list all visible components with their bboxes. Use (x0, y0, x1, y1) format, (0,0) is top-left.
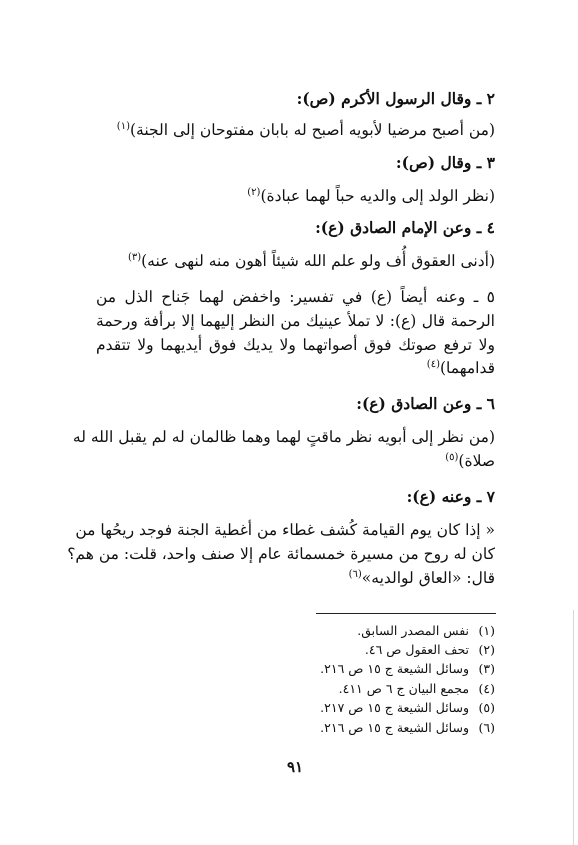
footnote-4 (195, 680, 495, 698)
paragraph-5-line-4-text: قدامهما) (439, 359, 495, 377)
footnote-mark-5[interactable]: (٥) (445, 451, 459, 463)
footnote-mark-1[interactable]: (١) (116, 120, 130, 132)
quote-line-2 (96, 119, 495, 141)
footnote-3-number: (٣) (478, 661, 495, 676)
quote-line-6-2-text: صلاة) (458, 452, 495, 470)
paragraph-5-line-3 (96, 334, 495, 356)
quote-line-3 (96, 185, 495, 207)
footnote-1-text: نفس المصدر السابق. (357, 623, 470, 638)
footnote-mark-4[interactable]: (٤) (426, 358, 440, 370)
quote-line-7-2 (67, 543, 495, 565)
paragraph-5-line-2-text: الرحمة قال (ع): لا تملأ عينيك من النظر إليهما إلا برأفة ورحمة (96, 312, 495, 330)
footnote-separator (316, 613, 496, 614)
heading-item-6 (96, 393, 495, 415)
footnote-mark-2[interactable]: (٢) (247, 186, 261, 198)
page-number: ٩١ (286, 758, 304, 776)
quote-line-4-text: (أدنى العقوق أُف ولو علم الله شيئاً أهون منه لنهى عنه) (141, 252, 495, 270)
quote-line-6-1 (72, 426, 495, 448)
paragraph-5-line-4 (96, 357, 495, 379)
footnote-1-number: (١) (478, 623, 495, 638)
heading-item-3 (96, 152, 495, 174)
heading-item-3-text: ٣ ـ وقال (ص): (395, 153, 495, 172)
footnote-mark-3[interactable]: (٣) (127, 251, 142, 263)
footnote-2-number: (٢) (478, 642, 495, 657)
footnote-6 (195, 719, 495, 737)
heading-item-2 (96, 88, 495, 110)
paragraph-5-line-1-text: ٥ ـ وعنه أيضاً (ع) في تفسير: واخفض لهما جَناح الذل من (96, 288, 495, 306)
quote-line-3-text: (نظر الولد إلى والديه حباً لهما عبادة) (260, 187, 495, 205)
quote-line-7-3 (96, 567, 495, 589)
quote-line-7-2-text: كان له روح من مسيرة خمسمائة عام إلا صنف واحد، قلت: من هم؟ (67, 545, 495, 563)
heading-item-4-text: ٤ ـ وعن الإمام الصادق (ع): (315, 218, 495, 237)
heading-item-6-text: ٦ ـ وعن الصادق (ع): (356, 394, 495, 413)
footnote-5-number: (٥) (478, 700, 495, 715)
quote-line-6-1-text: (من نظر إلى أبويه نظر ماقتٍ لهما وهما ظالمان له لم يقبل الله له (72, 428, 495, 446)
quote-line-7-1-text: « إذا كان يوم القيامة كُشف غطاء من أغطية الجنة فوجد ريحُها من (75, 521, 495, 539)
paragraph-5-line-1 (96, 286, 495, 308)
footnote-2-text: تحف العقول ص ٤٦. (364, 642, 470, 657)
footnote-6-text: وسائل الشيعة ج ١٥ ص ٢١٦. (320, 720, 470, 735)
heading-item-7 (96, 486, 495, 508)
quote-line-6-2 (96, 450, 495, 472)
footnote-4-text: مجمع البيان ج ٦ ص ٤١١. (338, 681, 470, 696)
quote-line-7-1 (75, 519, 495, 541)
footnote-3-text: وسائل الشيعة ج ١٥ ص ٢١٦. (320, 661, 470, 676)
paragraph-5-line-2 (96, 310, 495, 332)
scan-edge-line (573, 610, 574, 845)
footnote-6-number: (٦) (478, 720, 495, 735)
footnote-mark-6[interactable]: (٦) (348, 568, 362, 580)
paragraph-5-line-3-text: ولا ترفع صوتك فوق أصواتهما ولا يديك فوق أيديهما ولا تتقدم (96, 336, 495, 354)
footnote-4-number: (٤) (478, 681, 495, 696)
footnote-3 (195, 660, 495, 678)
footnote-5-text: وسائل الشيعة ج ١٥ ص ٢١٧. (320, 700, 470, 715)
quote-line-4 (96, 250, 495, 272)
heading-item-7-text: ٧ ـ وعنه (ع): (406, 487, 495, 506)
footnote-1 (195, 622, 495, 640)
quote-line-2-text: (من أصبح مرضيا لأبويه أصبح له بابان مفتوحان إلى الجنة) (129, 121, 495, 139)
quote-line-7-3-text: قال: «العاق لوالديه» (361, 569, 495, 587)
heading-item-4 (96, 217, 495, 239)
heading-item-2-text: ٢ ـ وقال الرسول الأكرم (ص): (296, 89, 495, 108)
footnote-5 (195, 699, 495, 717)
footnote-2 (195, 641, 495, 659)
